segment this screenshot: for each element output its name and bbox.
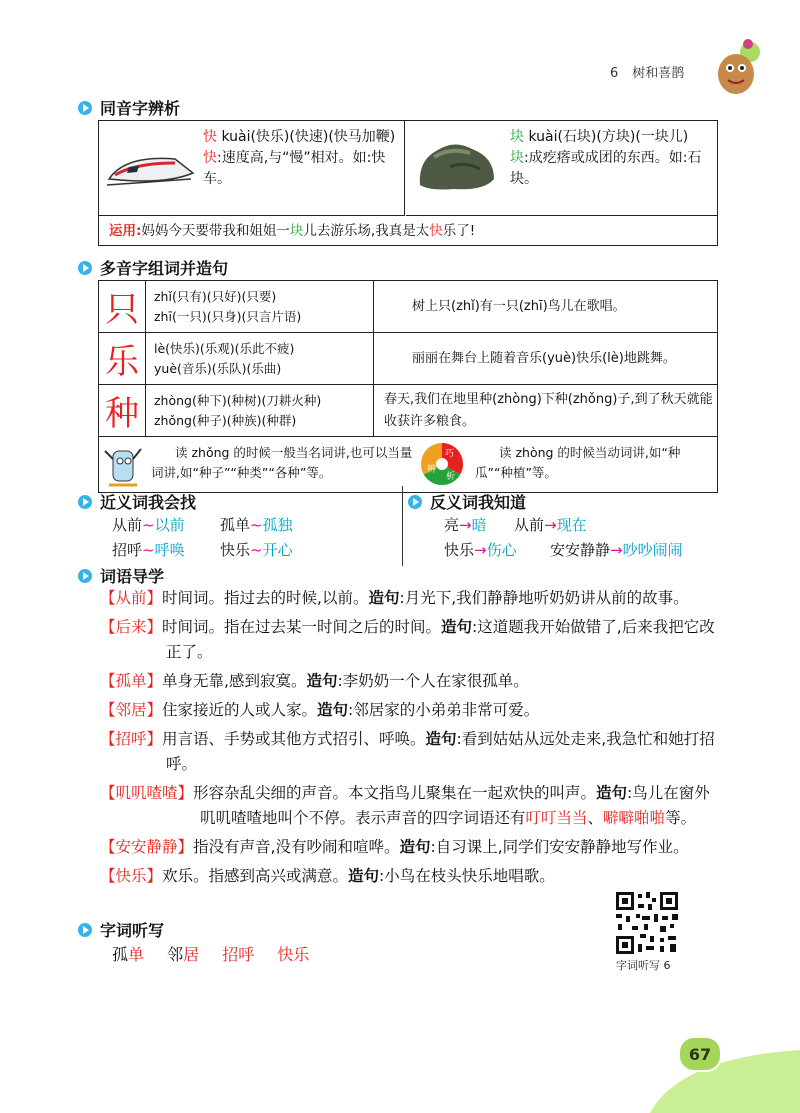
section-title-dictation: 字词听写 (78, 918, 164, 941)
synonym-pair: 从前~以前 (112, 516, 185, 534)
vertical-divider (402, 486, 403, 566)
arrow-icon: → (610, 541, 623, 559)
arrow-icon: → (544, 516, 557, 534)
vocab-entry: 【招呼】用言语、手势或其他方式招引、呼唤。造句:看到姑姑从远处走来,我急忙和她打招呼。 (100, 730, 715, 773)
vocab-list (100, 586, 724, 889)
vocab-entry: 【邻居】住家接近的人或人家。造句:邻居家的小弟弟非常可爱。 (100, 701, 540, 719)
svg-text:辨: 辨 (427, 465, 437, 475)
section-bullet-icon (78, 569, 92, 583)
section-bullet-icon (78, 261, 92, 275)
homophone-right-cell: 块 kuài(石块)(方块)(一块儿) 块:成疙瘩或成团的东西。如:石块。 (406, 121, 717, 216)
section-bullet-icon (78, 923, 92, 937)
dictation-word: 招呼 (222, 945, 255, 964)
qr-code-icon[interactable] (614, 890, 680, 956)
vocab-entry: 【后来】时间词。指在过去某一时间之后的时间。造句:这道题我开始做错了,后来我把它改正了。 (100, 618, 715, 661)
polyphone-row: 只 zhǐ(只有)(只好)(只要) zhī(一只)(只身)(只言片语) 树上只(zhǐ)有一只(zhī)鸟儿在歌唱。 (99, 281, 718, 333)
svg-text:析: 析 (446, 472, 456, 482)
section-bullet-icon (78, 101, 92, 115)
section-title-synonym: 近义词我会找 (78, 490, 196, 513)
lesson-number: 6 (610, 66, 619, 81)
antonym-pair: 亮→暗 (444, 516, 487, 534)
tips-badge-icon (419, 441, 465, 487)
bullet-train-image (105, 145, 197, 193)
homophone-box (98, 120, 718, 246)
arrow-icon: → (474, 541, 487, 559)
antonym-pair: 从前→现在 (514, 516, 587, 534)
antonym-pair: 安安静静→吵吵闹闹 (550, 541, 683, 559)
dictation-word: 孤单 (112, 945, 145, 964)
polyphone-row: 乐 lè(快乐)(乐观)(乐此不疲) yuè(音乐)(乐队)(乐曲) 丽丽在舞台上随着音乐(yuè)快乐(lè)地跳舞。 (99, 333, 718, 385)
polyphone-table (98, 280, 718, 493)
vocab-entry: 【从前】时间词。指过去的时候,以前。造句:月光下,我们静静地听奶奶讲从前的故事。 (100, 589, 689, 607)
section-title-vocab: 词语导学 (78, 564, 164, 587)
usage-line: 运用:妈妈今天要带我和姐姐一块儿去游乐场,我真是太快乐了! (109, 223, 476, 239)
polyphone-tip-row: 读 zhǒng 的时候一般当名词讲,也可以当量词讲,如“种子”“种类”“各种”等。 巧 辨 析 读 zhòng 的时候当动词讲,如“种瓜”“种植”等。 (99, 437, 718, 493)
section-bullet-icon (408, 495, 422, 509)
dictation-word: 快乐 (277, 945, 310, 964)
synonym-pair: 孤单~孤独 (220, 516, 293, 534)
lesson-title: 树和喜鹊 (632, 66, 685, 81)
section-bullet-icon (78, 495, 92, 509)
page-header (610, 62, 684, 81)
synonym-pair: 快乐~开心 (220, 541, 293, 559)
synonym-pair: 招呼~呼唤 (112, 541, 185, 559)
vocab-entry: 【孤单】单身无靠,感到寂寞。造句:李奶奶一个人在家很孤单。 (100, 672, 529, 690)
cartoon-figure-icon (103, 441, 143, 489)
antonym-pair: 快乐→伤心 (444, 541, 517, 559)
polyphone-row: 种 zhòng(种下)(种树)(刀耕火种) zhǒng(种子)(种族)(种群) 春天,我们在地里种(zhòng)下种(zhǒng)子,到了秋天就能收获许多粮食。 (99, 385, 718, 437)
dictation-words (112, 942, 309, 965)
homophone-left-cell: 快 kuài(快乐)(快速)(快马加鞭) 快:速度高,与“慢”相对。如:快车。 (99, 121, 405, 216)
dictation-word: 邻居 (167, 945, 200, 964)
section-title-polyphone: 多音字组词并造句 (78, 256, 228, 279)
vocab-entry: 【快乐】欢乐。指感到高兴或满意。造句:小鸟在枝头快乐地唱歌。 (100, 867, 555, 885)
mascot-icon (712, 38, 764, 96)
svg-text:巧: 巧 (445, 449, 455, 459)
section-title-antonym: 反义词我知道 (408, 490, 526, 513)
page-number: 67 (678, 1036, 722, 1072)
vocab-entry: 【叽叽喳喳】形容杂乱尖细的声音。本文指鸟儿聚集在一起欢快的叫声。造句:鸟儿在窗外叽叽喳喳地叫个不停。表示声音的四字词语还有叮叮当当、噼噼啪啪等。 (100, 784, 710, 827)
section-title-homophone: 同音字辨析 (78, 96, 180, 119)
arrow-icon: → (459, 516, 472, 534)
rock-image (414, 137, 500, 193)
vocab-entry: 【安安静静】指没有声音,没有吵闹和喧哗。造句:自习课上,同学们安安静静地写作业。 (100, 838, 689, 856)
qr-caption: 字词听写 6 (616, 959, 671, 972)
